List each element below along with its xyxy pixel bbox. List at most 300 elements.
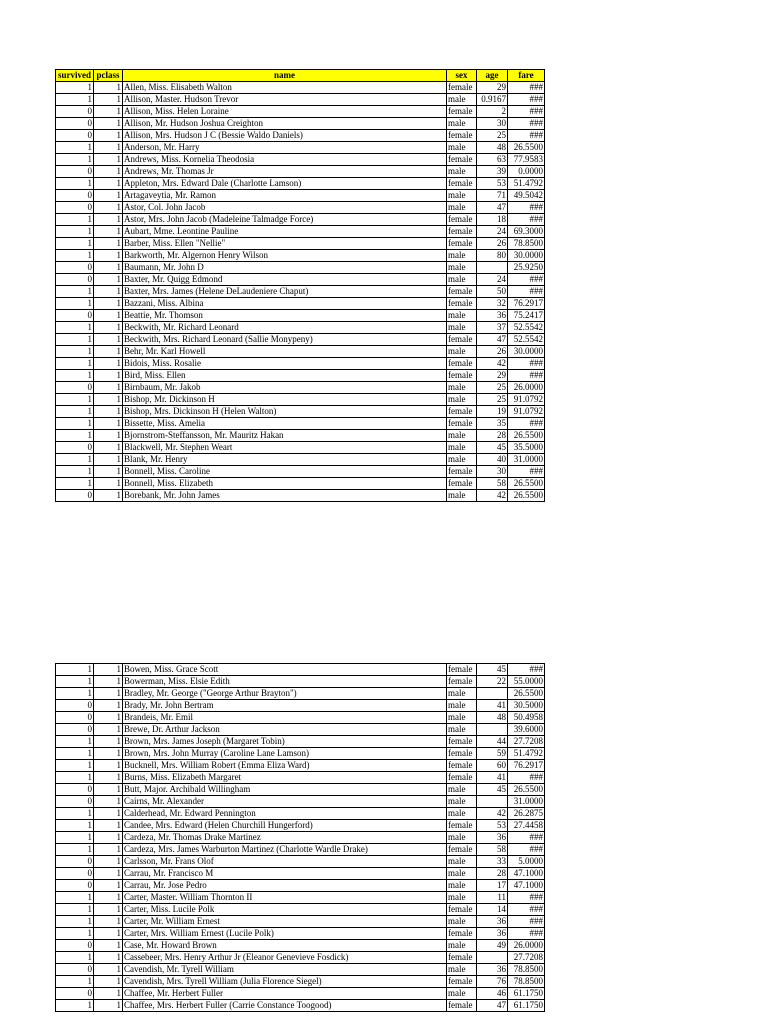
cell-fare[interactable]: ### — [508, 214, 545, 226]
cell-pclass[interactable]: 1 — [94, 688, 123, 700]
cell-sex[interactable]: male — [447, 310, 477, 322]
cell-name[interactable]: Carter, Miss. Lucile Polk — [123, 904, 447, 916]
cell-survived[interactable]: 1 — [56, 94, 94, 106]
cell-age[interactable] — [477, 724, 508, 736]
cell-pclass[interactable]: 1 — [94, 892, 123, 904]
cell-age[interactable]: 45 — [477, 784, 508, 796]
cell-fare[interactable]: 55.0000 — [508, 676, 545, 688]
cell-name[interactable]: Andrews, Mr. Thomas Jr — [123, 166, 447, 178]
cell-survived[interactable]: 1 — [56, 748, 94, 760]
cell-pclass[interactable]: 1 — [94, 118, 123, 130]
cell-survived[interactable]: 1 — [56, 976, 94, 988]
cell-sex[interactable]: male — [447, 964, 477, 976]
cell-pclass[interactable]: 1 — [94, 664, 123, 676]
cell-pclass[interactable]: 1 — [94, 976, 123, 988]
cell-sex[interactable]: male — [447, 916, 477, 928]
cell-fare[interactable]: 30.0000 — [508, 346, 545, 358]
cell-survived[interactable]: 0 — [56, 868, 94, 880]
cell-pclass[interactable]: 1 — [94, 904, 123, 916]
cell-fare[interactable]: 50.4958 — [508, 712, 545, 724]
header-age[interactable]: age — [477, 70, 508, 82]
cell-sex[interactable]: female — [447, 664, 477, 676]
cell-name[interactable]: Baxter, Mrs. James (Helene DeLaudeniere Chaput) — [123, 286, 447, 298]
cell-sex[interactable]: female — [447, 676, 477, 688]
cell-age[interactable]: 47 — [477, 1000, 508, 1012]
cell-survived[interactable]: 0 — [56, 106, 94, 118]
cell-name[interactable]: Astor, Col. John Jacob — [123, 202, 447, 214]
cell-pclass[interactable]: 1 — [94, 154, 123, 166]
cell-fare[interactable]: 26.5500 — [508, 688, 545, 700]
cell-name[interactable]: Andrews, Miss. Kornelia Theodosia — [123, 154, 447, 166]
cell-sex[interactable]: male — [447, 832, 477, 844]
cell-pclass[interactable]: 1 — [94, 676, 123, 688]
cell-fare[interactable]: ### — [508, 274, 545, 286]
cell-fare[interactable]: ### — [508, 202, 545, 214]
cell-sex[interactable]: male — [447, 490, 477, 502]
cell-age[interactable]: 47 — [477, 202, 508, 214]
cell-fare[interactable]: 26.0000 — [508, 940, 545, 952]
cell-sex[interactable]: male — [447, 808, 477, 820]
cell-fare[interactable]: 91.0792 — [508, 394, 545, 406]
cell-survived[interactable]: 0 — [56, 274, 94, 286]
cell-fare[interactable]: ### — [508, 664, 545, 676]
cell-survived[interactable]: 1 — [56, 676, 94, 688]
cell-sex[interactable]: female — [447, 154, 477, 166]
cell-pclass[interactable]: 1 — [94, 178, 123, 190]
cell-sex[interactable]: male — [447, 700, 477, 712]
cell-fare[interactable]: 26.5500 — [508, 784, 545, 796]
cell-fare[interactable]: 76.2917 — [508, 298, 545, 310]
cell-fare[interactable]: ### — [508, 772, 545, 784]
cell-fare[interactable]: 78.8500 — [508, 964, 545, 976]
cell-survived[interactable]: 1 — [56, 952, 94, 964]
cell-sex[interactable]: female — [447, 298, 477, 310]
cell-survived[interactable]: 1 — [56, 226, 94, 238]
cell-age[interactable]: 36 — [477, 928, 508, 940]
cell-name[interactable]: Case, Mr. Howard Brown — [123, 940, 447, 952]
cell-sex[interactable]: male — [447, 880, 477, 892]
cell-sex[interactable]: male — [447, 190, 477, 202]
cell-pclass[interactable]: 1 — [94, 844, 123, 856]
cell-name[interactable]: Burns, Miss. Elizabeth Margaret — [123, 772, 447, 784]
cell-fare[interactable]: ### — [508, 928, 545, 940]
cell-survived[interactable]: 0 — [56, 382, 94, 394]
cell-sex[interactable]: female — [447, 820, 477, 832]
cell-age[interactable]: 63 — [477, 154, 508, 166]
cell-pclass[interactable]: 1 — [94, 358, 123, 370]
cell-pclass[interactable]: 1 — [94, 286, 123, 298]
cell-fare[interactable]: 47.1000 — [508, 880, 545, 892]
cell-sex[interactable]: male — [447, 94, 477, 106]
cell-survived[interactable]: 0 — [56, 202, 94, 214]
cell-pclass[interactable]: 1 — [94, 454, 123, 466]
cell-name[interactable]: Anderson, Mr. Harry — [123, 142, 447, 154]
cell-name[interactable]: Artagaveytia, Mr. Ramon — [123, 190, 447, 202]
cell-pclass[interactable]: 1 — [94, 406, 123, 418]
cell-age[interactable]: 53 — [477, 178, 508, 190]
cell-sex[interactable]: female — [447, 406, 477, 418]
cell-age[interactable]: 36 — [477, 916, 508, 928]
cell-age[interactable]: 36 — [477, 832, 508, 844]
cell-fare[interactable]: 61.1750 — [508, 1000, 545, 1012]
cell-name[interactable]: Bishop, Mr. Dickinson H — [123, 394, 447, 406]
cell-fare[interactable]: 51.4792 — [508, 748, 545, 760]
cell-age[interactable]: 58 — [477, 478, 508, 490]
cell-sex[interactable]: female — [447, 334, 477, 346]
cell-survived[interactable]: 1 — [56, 466, 94, 478]
cell-name[interactable]: Bishop, Mrs. Dickinson H (Helen Walton) — [123, 406, 447, 418]
cell-pclass[interactable]: 1 — [94, 952, 123, 964]
cell-age[interactable] — [477, 952, 508, 964]
cell-name[interactable]: Allen, Miss. Elisabeth Walton — [123, 82, 447, 94]
cell-sex[interactable]: female — [447, 226, 477, 238]
cell-name[interactable]: Carter, Mr. William Ernest — [123, 916, 447, 928]
cell-fare[interactable]: 30.0000 — [508, 250, 545, 262]
cell-survived[interactable]: 0 — [56, 442, 94, 454]
cell-age[interactable]: 30 — [477, 466, 508, 478]
cell-pclass[interactable]: 1 — [94, 310, 123, 322]
cell-pclass[interactable]: 1 — [94, 250, 123, 262]
cell-age[interactable]: 76 — [477, 976, 508, 988]
cell-sex[interactable]: female — [447, 418, 477, 430]
cell-age[interactable]: 71 — [477, 190, 508, 202]
cell-pclass[interactable]: 1 — [94, 478, 123, 490]
cell-pclass[interactable]: 1 — [94, 166, 123, 178]
cell-age[interactable]: 42 — [477, 490, 508, 502]
cell-pclass[interactable]: 1 — [94, 772, 123, 784]
cell-fare[interactable]: 76.2917 — [508, 760, 545, 772]
cell-name[interactable]: Astor, Mrs. John Jacob (Madeleine Talmadge Force) — [123, 214, 447, 226]
cell-name[interactable]: Butt, Major. Archibald Willingham — [123, 784, 447, 796]
cell-sex[interactable]: female — [447, 748, 477, 760]
cell-survived[interactable]: 0 — [56, 712, 94, 724]
cell-sex[interactable]: male — [447, 202, 477, 214]
cell-name[interactable]: Bucknell, Mrs. William Robert (Emma Eliza Ward) — [123, 760, 447, 772]
cell-pclass[interactable]: 1 — [94, 382, 123, 394]
cell-age[interactable]: 41 — [477, 700, 508, 712]
cell-survived[interactable]: 1 — [56, 736, 94, 748]
cell-survived[interactable]: 0 — [56, 262, 94, 274]
cell-name[interactable]: Bird, Miss. Ellen — [123, 370, 447, 382]
cell-pclass[interactable]: 1 — [94, 430, 123, 442]
cell-fare[interactable]: 31.0000 — [508, 796, 545, 808]
cell-sex[interactable]: female — [447, 478, 477, 490]
cell-age[interactable]: 32 — [477, 298, 508, 310]
cell-sex[interactable]: male — [447, 688, 477, 700]
cell-sex[interactable]: female — [447, 760, 477, 772]
cell-sex[interactable]: male — [447, 856, 477, 868]
cell-age[interactable]: 28 — [477, 868, 508, 880]
cell-age[interactable]: 48 — [477, 712, 508, 724]
cell-pclass[interactable]: 1 — [94, 700, 123, 712]
cell-age[interactable]: 53 — [477, 820, 508, 832]
cell-fare[interactable]: ### — [508, 904, 545, 916]
cell-fare[interactable]: 35.5000 — [508, 442, 545, 454]
cell-pclass[interactable]: 1 — [94, 940, 123, 952]
cell-pclass[interactable]: 1 — [94, 106, 123, 118]
cell-age[interactable]: 42 — [477, 808, 508, 820]
cell-age[interactable]: 25 — [477, 130, 508, 142]
cell-survived[interactable]: 1 — [56, 214, 94, 226]
cell-fare[interactable]: 30.5000 — [508, 700, 545, 712]
cell-pclass[interactable]: 1 — [94, 94, 123, 106]
cell-name[interactable]: Allison, Master. Hudson Trevor — [123, 94, 447, 106]
cell-pclass[interactable]: 1 — [94, 202, 123, 214]
cell-fare[interactable]: ### — [508, 130, 545, 142]
cell-name[interactable]: Blank, Mr. Henry — [123, 454, 447, 466]
cell-sex[interactable]: female — [447, 772, 477, 784]
cell-fare[interactable]: 39.6000 — [508, 724, 545, 736]
cell-age[interactable]: 46 — [477, 988, 508, 1000]
cell-age[interactable]: 11 — [477, 892, 508, 904]
cell-pclass[interactable]: 1 — [94, 916, 123, 928]
cell-fare[interactable]: ### — [508, 832, 545, 844]
cell-fare[interactable]: 26.0000 — [508, 382, 545, 394]
cell-name[interactable]: Brown, Mrs. John Murray (Caroline Lane Lamson) — [123, 748, 447, 760]
cell-name[interactable]: Bradley, Mr. George ("George Arthur Brayton") — [123, 688, 447, 700]
cell-fare[interactable]: 27.7208 — [508, 952, 545, 964]
cell-fare[interactable]: 26.5500 — [508, 430, 545, 442]
cell-name[interactable]: Candee, Mrs. Edward (Helen Churchill Hungerford) — [123, 820, 447, 832]
cell-name[interactable]: Cassebeer, Mrs. Henry Arthur Jr (Eleanor Genevieve Fosdick) — [123, 952, 447, 964]
cell-survived[interactable]: 0 — [56, 988, 94, 1000]
cell-survived[interactable]: 1 — [56, 394, 94, 406]
cell-survived[interactable]: 0 — [56, 166, 94, 178]
cell-name[interactable]: Barkworth, Mr. Algernon Henry Wilson — [123, 250, 447, 262]
cell-fare[interactable]: 75.2417 — [508, 310, 545, 322]
cell-pclass[interactable]: 1 — [94, 880, 123, 892]
cell-name[interactable]: Bonnell, Miss. Elizabeth — [123, 478, 447, 490]
cell-survived[interactable]: 1 — [56, 760, 94, 772]
cell-survived[interactable]: 1 — [56, 322, 94, 334]
cell-name[interactable]: Bowen, Miss. Grace Scott — [123, 664, 447, 676]
cell-survived[interactable]: 1 — [56, 142, 94, 154]
cell-name[interactable]: Brady, Mr. John Bertram — [123, 700, 447, 712]
cell-name[interactable]: Blackwell, Mr. Stephen Weart — [123, 442, 447, 454]
cell-age[interactable]: 60 — [477, 760, 508, 772]
cell-pclass[interactable]: 1 — [94, 442, 123, 454]
cell-survived[interactable]: 0 — [56, 700, 94, 712]
cell-pclass[interactable]: 1 — [94, 964, 123, 976]
cell-survived[interactable]: 0 — [56, 940, 94, 952]
cell-pclass[interactable]: 1 — [94, 130, 123, 142]
cell-sex[interactable]: female — [447, 238, 477, 250]
cell-fare[interactable]: 78.8500 — [508, 238, 545, 250]
cell-fare[interactable]: 51.4792 — [508, 178, 545, 190]
cell-fare[interactable]: 27.7208 — [508, 736, 545, 748]
cell-name[interactable]: Bjornstrom-Steffansson, Mr. Mauritz Hakan — [123, 430, 447, 442]
cell-survived[interactable]: 1 — [56, 664, 94, 676]
cell-age[interactable]: 28 — [477, 430, 508, 442]
cell-age[interactable]: 36 — [477, 964, 508, 976]
cell-survived[interactable]: 1 — [56, 334, 94, 346]
cell-name[interactable]: Brown, Mrs. James Joseph (Margaret Tobin) — [123, 736, 447, 748]
cell-sex[interactable]: female — [447, 286, 477, 298]
cell-survived[interactable]: 0 — [56, 724, 94, 736]
cell-pclass[interactable]: 1 — [94, 262, 123, 274]
cell-survived[interactable]: 1 — [56, 250, 94, 262]
cell-survived[interactable]: 1 — [56, 928, 94, 940]
cell-fare[interactable]: 78.8500 — [508, 976, 545, 988]
cell-survived[interactable]: 0 — [56, 964, 94, 976]
cell-sex[interactable]: male — [447, 712, 477, 724]
cell-pclass[interactable]: 1 — [94, 394, 123, 406]
cell-name[interactable]: Aubart, Mme. Leontine Pauline — [123, 226, 447, 238]
cell-sex[interactable]: female — [447, 358, 477, 370]
cell-age[interactable]: 42 — [477, 358, 508, 370]
cell-sex[interactable]: male — [447, 394, 477, 406]
cell-fare[interactable]: 26.5500 — [508, 142, 545, 154]
cell-sex[interactable]: female — [447, 466, 477, 478]
cell-name[interactable]: Borebank, Mr. John James — [123, 490, 447, 502]
cell-survived[interactable]: 1 — [56, 154, 94, 166]
cell-fare[interactable]: ### — [508, 106, 545, 118]
header-name[interactable]: name — [123, 70, 447, 82]
cell-name[interactable]: Calderhead, Mr. Edward Pennington — [123, 808, 447, 820]
cell-age[interactable]: 35 — [477, 418, 508, 430]
cell-pclass[interactable]: 1 — [94, 988, 123, 1000]
cell-sex[interactable]: male — [447, 988, 477, 1000]
cell-pclass[interactable]: 1 — [94, 856, 123, 868]
cell-survived[interactable]: 1 — [56, 892, 94, 904]
cell-survived[interactable]: 1 — [56, 454, 94, 466]
cell-pclass[interactable]: 1 — [94, 796, 123, 808]
header-survived[interactable]: survived — [56, 70, 94, 82]
cell-name[interactable]: Birnbaum, Mr. Jakob — [123, 382, 447, 394]
cell-fare[interactable]: ### — [508, 844, 545, 856]
cell-pclass[interactable]: 1 — [94, 298, 123, 310]
cell-sex[interactable]: female — [447, 214, 477, 226]
cell-fare[interactable]: ### — [508, 916, 545, 928]
cell-survived[interactable]: 0 — [56, 784, 94, 796]
cell-age[interactable]: 39 — [477, 166, 508, 178]
cell-sex[interactable]: female — [447, 1000, 477, 1012]
cell-name[interactable]: Cairns, Mr. Alexander — [123, 796, 447, 808]
cell-pclass[interactable]: 1 — [94, 760, 123, 772]
cell-age[interactable]: 26 — [477, 346, 508, 358]
cell-fare[interactable]: 26.2875 — [508, 808, 545, 820]
cell-sex[interactable]: male — [447, 868, 477, 880]
cell-sex[interactable]: male — [447, 940, 477, 952]
cell-pclass[interactable]: 1 — [94, 370, 123, 382]
cell-age[interactable]: 30 — [477, 118, 508, 130]
cell-pclass[interactable]: 1 — [94, 490, 123, 502]
cell-survived[interactable]: 1 — [56, 904, 94, 916]
cell-sex[interactable]: male — [447, 346, 477, 358]
cell-survived[interactable]: 1 — [56, 418, 94, 430]
cell-pclass[interactable]: 1 — [94, 820, 123, 832]
cell-fare[interactable]: ### — [508, 94, 545, 106]
cell-sex[interactable]: female — [447, 952, 477, 964]
cell-name[interactable]: Brewe, Dr. Arthur Jackson — [123, 724, 447, 736]
cell-fare[interactable]: 25.9250 — [508, 262, 545, 274]
cell-fare[interactable]: 52.5542 — [508, 322, 545, 334]
cell-age[interactable]: 36 — [477, 310, 508, 322]
cell-fare[interactable]: ### — [508, 286, 545, 298]
cell-fare[interactable]: 31.0000 — [508, 454, 545, 466]
cell-name[interactable]: Carrau, Mr. Francisco M — [123, 868, 447, 880]
cell-fare[interactable]: ### — [508, 370, 545, 382]
cell-pclass[interactable]: 1 — [94, 82, 123, 94]
cell-age[interactable]: 33 — [477, 856, 508, 868]
cell-pclass[interactable]: 1 — [94, 142, 123, 154]
cell-pclass[interactable]: 1 — [94, 190, 123, 202]
cell-age[interactable]: 80 — [477, 250, 508, 262]
cell-survived[interactable]: 1 — [56, 238, 94, 250]
cell-survived[interactable]: 1 — [56, 478, 94, 490]
header-fare[interactable]: fare — [508, 70, 545, 82]
cell-fare[interactable]: 91.0792 — [508, 406, 545, 418]
cell-age[interactable] — [477, 796, 508, 808]
cell-age[interactable]: 26 — [477, 238, 508, 250]
cell-name[interactable]: Bonnell, Miss. Caroline — [123, 466, 447, 478]
header-pclass[interactable]: pclass — [94, 70, 123, 82]
cell-sex[interactable]: male — [447, 892, 477, 904]
cell-survived[interactable]: 0 — [56, 796, 94, 808]
cell-survived[interactable]: 0 — [56, 310, 94, 322]
cell-sex[interactable]: female — [447, 976, 477, 988]
cell-name[interactable]: Bidois, Miss. Rosalie — [123, 358, 447, 370]
cell-fare[interactable]: 77.9583 — [508, 154, 545, 166]
cell-sex[interactable]: female — [447, 82, 477, 94]
cell-name[interactable]: Baxter, Mr. Quigg Edmond — [123, 274, 447, 286]
cell-age[interactable]: 24 — [477, 274, 508, 286]
cell-survived[interactable]: 1 — [56, 178, 94, 190]
cell-pclass[interactable]: 1 — [94, 1000, 123, 1012]
cell-name[interactable]: Carrau, Mr. Jose Pedro — [123, 880, 447, 892]
cell-name[interactable]: Beckwith, Mrs. Richard Leonard (Sallie Monypeny) — [123, 334, 447, 346]
cell-fare[interactable]: ### — [508, 82, 545, 94]
cell-name[interactable]: Beattie, Mr. Thomson — [123, 310, 447, 322]
cell-sex[interactable]: male — [447, 430, 477, 442]
cell-name[interactable]: Cavendish, Mrs. Tyrell William (Julia Florence Siegel) — [123, 976, 447, 988]
cell-fare[interactable]: 26.5500 — [508, 490, 545, 502]
cell-age[interactable]: 40 — [477, 454, 508, 466]
cell-sex[interactable]: male — [447, 262, 477, 274]
cell-sex[interactable]: male — [447, 724, 477, 736]
cell-name[interactable]: Allison, Miss. Helen Loraine — [123, 106, 447, 118]
cell-survived[interactable]: 1 — [56, 844, 94, 856]
cell-name[interactable]: Behr, Mr. Karl Howell — [123, 346, 447, 358]
cell-name[interactable]: Carlsson, Mr. Frans Olof — [123, 856, 447, 868]
cell-sex[interactable]: male — [447, 322, 477, 334]
cell-pclass[interactable]: 1 — [94, 832, 123, 844]
cell-age[interactable]: 29 — [477, 82, 508, 94]
cell-sex[interactable]: male — [447, 454, 477, 466]
cell-name[interactable]: Baumann, Mr. John D — [123, 262, 447, 274]
cell-survived[interactable]: 1 — [56, 82, 94, 94]
cell-pclass[interactable]: 1 — [94, 418, 123, 430]
cell-fare[interactable]: ### — [508, 466, 545, 478]
cell-pclass[interactable]: 1 — [94, 868, 123, 880]
cell-age[interactable]: 24 — [477, 226, 508, 238]
cell-survived[interactable]: 1 — [56, 430, 94, 442]
cell-fare[interactable]: 52.5542 — [508, 334, 545, 346]
cell-name[interactable]: Barber, Miss. Ellen "Nellie" — [123, 238, 447, 250]
cell-sex[interactable]: female — [447, 736, 477, 748]
cell-age[interactable]: 2 — [477, 106, 508, 118]
cell-age[interactable]: 44 — [477, 736, 508, 748]
cell-fare[interactable]: 69.3000 — [508, 226, 545, 238]
cell-survived[interactable]: 1 — [56, 808, 94, 820]
cell-survived[interactable]: 1 — [56, 406, 94, 418]
cell-name[interactable]: Beckwith, Mr. Richard Leonard — [123, 322, 447, 334]
cell-survived[interactable]: 1 — [56, 772, 94, 784]
cell-sex[interactable]: male — [447, 274, 477, 286]
cell-name[interactable]: Appleton, Mrs. Edward Dale (Charlotte Lamson) — [123, 178, 447, 190]
cell-age[interactable]: 18 — [477, 214, 508, 226]
cell-age[interactable]: 0.9167 — [477, 94, 508, 106]
